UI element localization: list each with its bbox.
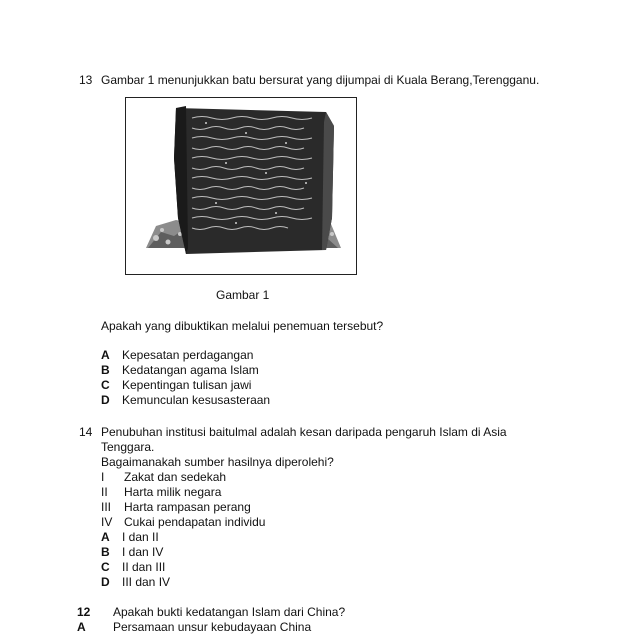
question-14-stem-line2: Tenggara.	[101, 440, 155, 454]
q14-option-c-text: II dan III	[122, 560, 166, 574]
question-13-stem: Gambar 1 menunjukkan batu bersurat yang dijumpai di Kuala Berang,Terengganu.	[101, 73, 540, 87]
q14-option-b-letter: B	[101, 545, 110, 559]
q13-option-d-letter: D	[101, 393, 110, 407]
q14-statement-3-numeral: III	[101, 500, 112, 514]
q13-option-c-text: Kepentingan tulisan jawi	[122, 378, 252, 392]
q14-option-a-text: I dan II	[122, 530, 159, 544]
q14-statement-1-numeral: I	[101, 470, 105, 484]
figure-1-inscribed-stone	[125, 97, 357, 275]
q13-option-c-letter: C	[101, 378, 110, 392]
q14-option-b-text: I dan IV	[122, 545, 164, 559]
q14-statement-4-numeral: IV	[101, 515, 113, 529]
question-12-number: 12	[77, 605, 91, 619]
figure-caption: Gambar 1	[216, 288, 270, 302]
q13-option-a-letter: A	[101, 348, 110, 362]
q14-option-d-text: III dan IV	[122, 575, 171, 589]
q12-option-a-text: Persamaan unsur kebudayaan China	[113, 620, 312, 634]
question-14-number: 14	[79, 425, 93, 439]
question-14-prompt: Bagaimanakah sumber hasilnya diperolehi?	[101, 455, 334, 469]
q12-option-a-letter: A	[77, 620, 86, 634]
inscribed-stone-image	[126, 98, 356, 274]
q13-option-d-text: Kemunculan kesusasteraan	[122, 393, 271, 407]
q13-option-a-text: Kepesatan perdagangan	[122, 348, 254, 362]
q14-option-c-letter: C	[101, 560, 110, 574]
question-13-prompt: Apakah yang dibuktikan melalui penemuan tersebut?	[101, 319, 384, 333]
q13-option-b-text: Kedatangan agama Islam	[122, 363, 259, 377]
question-12-prompt: Apakah bukti kedatangan Islam dari China?	[113, 605, 346, 619]
q14-statement-2-text: Harta milik negara	[124, 485, 222, 499]
q14-option-d-letter: D	[101, 575, 110, 589]
q14-statement-2-numeral: II	[101, 485, 108, 499]
question-14-stem-line1: Penubuhan institusi baitulmal adalah kesan daripada pengaruh Islam di Asia	[101, 425, 507, 439]
q13-option-b-letter: B	[101, 363, 110, 377]
q14-statement-3-text: Harta rampasan perang	[124, 500, 251, 514]
question-13-number: 13	[79, 73, 93, 87]
q14-option-a-letter: A	[101, 530, 110, 544]
q14-statement-4-text: Cukai pendapatan individu	[124, 515, 266, 529]
q14-statement-1-text: Zakat dan sedekah	[124, 470, 227, 484]
